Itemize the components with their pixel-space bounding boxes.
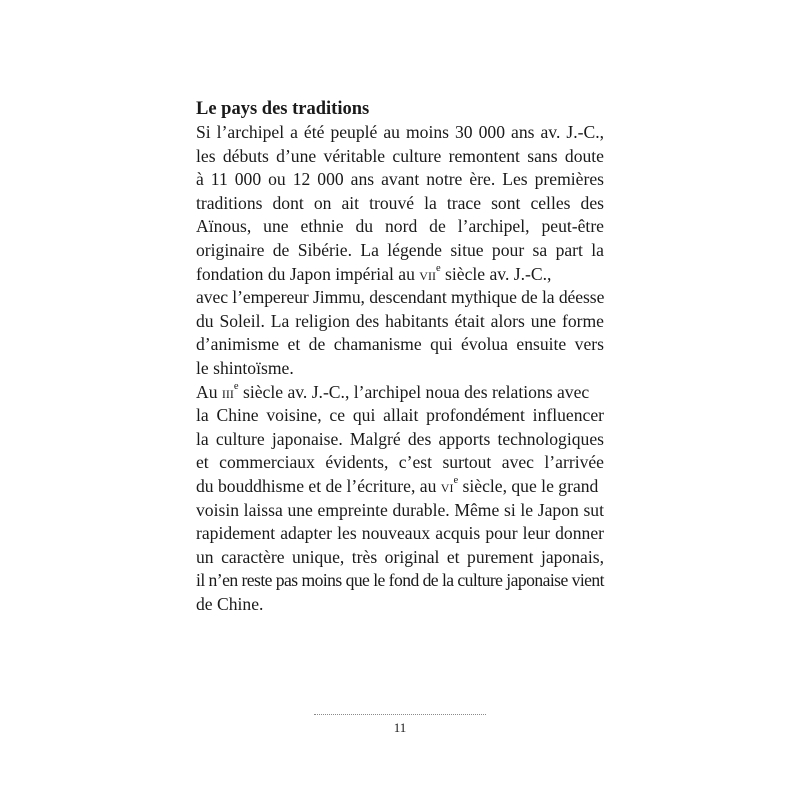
text-line: de Chine. <box>196 593 264 614</box>
paragraph-2 <box>196 381 604 617</box>
century-numeral: iii <box>221 381 234 402</box>
text-segment: siècle av. J.-C., l’archipel noua des relations avec <box>238 381 590 402</box>
text-segment: du bouddhisme et de l’écriture, au <box>196 475 441 496</box>
text-segment: fondation du Japon impérial au <box>196 263 420 284</box>
text-line: il n’en reste pas moins que le fond de la culture japonaise vient <box>196 570 604 591</box>
footer-dotted-rule <box>314 714 486 715</box>
text-segment: siècle, que le grand <box>458 475 599 496</box>
text-line: du Soleil. La religion des habitants était alors une forme <box>196 310 604 331</box>
text-block <box>196 97 604 616</box>
text-segment: Au <box>196 381 222 402</box>
text-line: traditions dont on ait trouvé la trace sont celles des <box>196 192 604 213</box>
century-numeral: vi <box>440 475 454 496</box>
ordinal-superscript: e <box>453 475 459 487</box>
text-line: la Chine voisine, ce qui allait profondément influencer <box>196 405 604 426</box>
text-line: d’animisme et de chamanisme qui évolua ensuite vers <box>196 334 604 355</box>
section-heading: Le pays des traditions <box>196 99 370 119</box>
century-numeral: vii <box>419 263 436 284</box>
text-line: rapidement adapter les nouveaux acquis pour leur donner <box>196 523 604 544</box>
text-line <box>196 263 604 287</box>
text-line <box>196 475 604 499</box>
text-line: et commerciaux évidents, c’est surtout avec l’arrivée <box>196 452 604 473</box>
text-line: la culture japonaise. Malgré des apports technologiques <box>196 428 604 449</box>
text-line <box>196 381 604 405</box>
text-line: le shintoïsme. <box>196 357 294 378</box>
text-segment: siècle av. J.-C., <box>440 263 552 284</box>
page-number: 11 <box>393 720 407 735</box>
text-line: Si l’archipel a été peuplé au moins 30 000 ans av. J.-C., <box>196 122 604 142</box>
ordinal-superscript: e <box>233 381 239 393</box>
text-line: à 11 000 ou 12 000 ans avant notre ère. Les premières <box>196 169 604 190</box>
text-line: les débuts d’une véritable culture remontent sans doute <box>196 145 604 166</box>
text-line: Aïnous, une ethnie du nord de l’archipel, peut-être <box>196 216 604 237</box>
paragraph-1 <box>196 121 604 381</box>
text-line: originaire de Sibérie. La légende situe pour sa part la <box>196 239 604 260</box>
ordinal-superscript: e <box>435 263 441 275</box>
text-line: voisin laissa une empreinte durable. Même si le Japon sut <box>196 499 604 520</box>
text-line: un caractère unique, très original et purement japonais, <box>196 546 604 567</box>
text-line: avec l’empereur Jimmu, descendant mythique de la déesse <box>196 287 605 308</box>
